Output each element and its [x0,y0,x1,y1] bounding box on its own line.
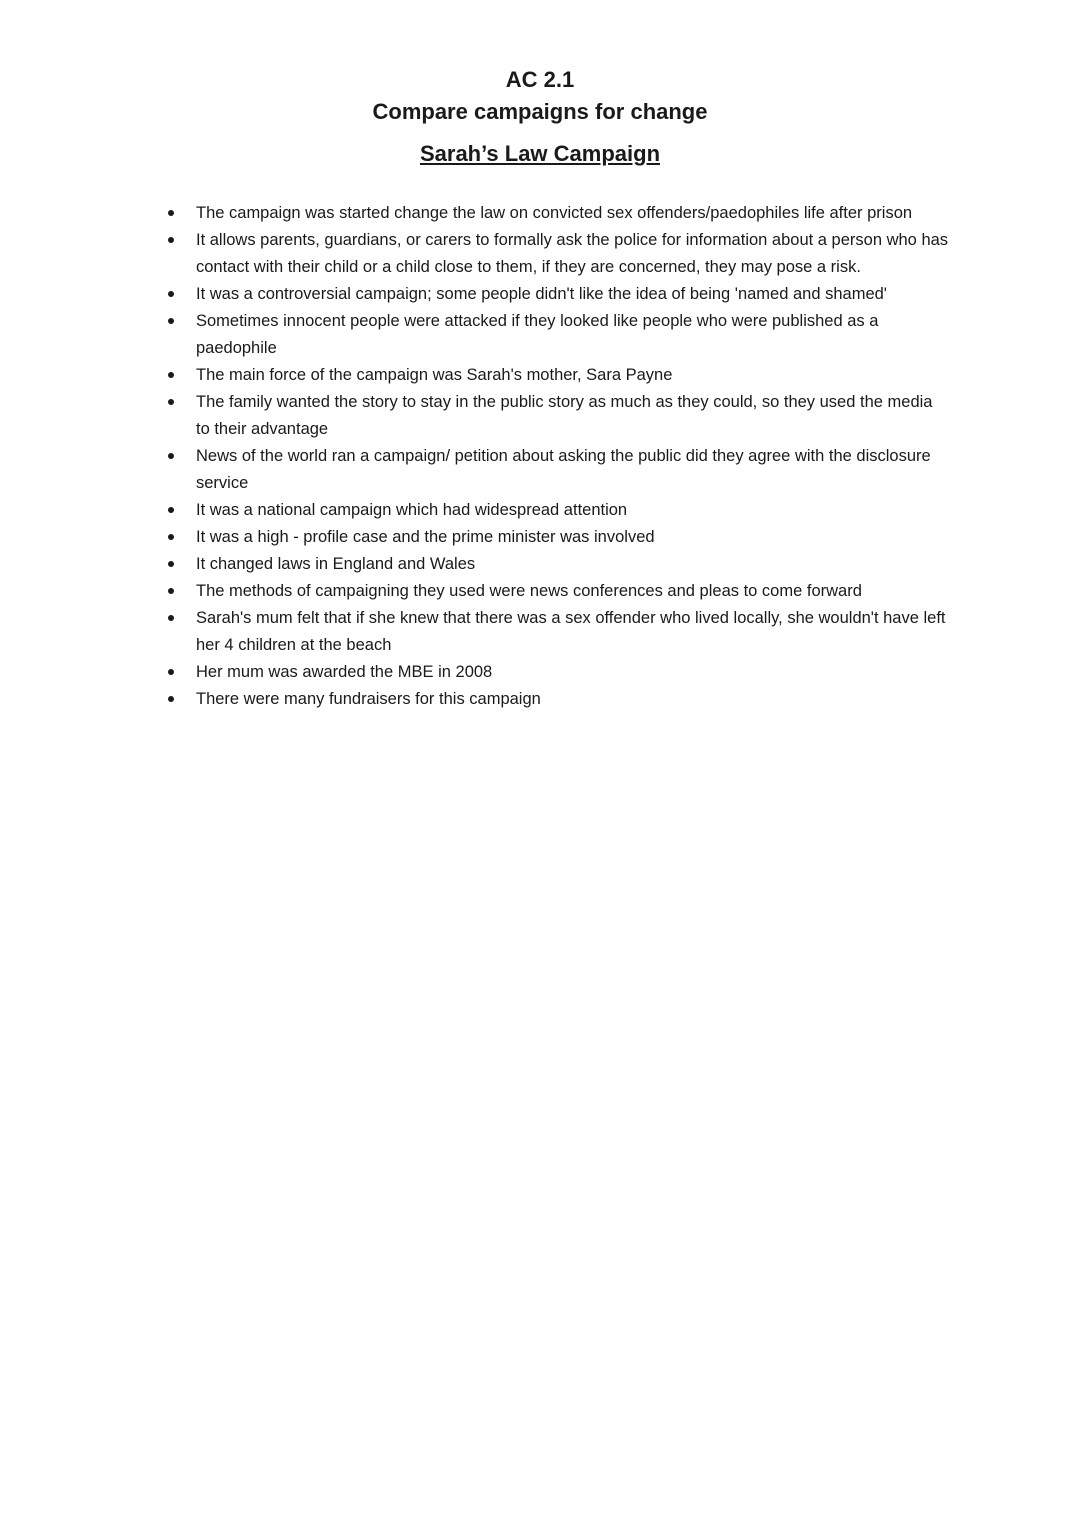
bullet-icon [168,291,174,297]
bullet-icon [168,210,174,216]
list-item-text: It was a high - profile case and the prime minister was involved [196,527,655,546]
list-item [160,362,950,389]
bullet-icon [168,453,174,459]
bullet-icon [168,669,174,675]
list-item-text: The family wanted the story to stay in the public story as much as they could, so they used the media to their advantage [196,393,933,438]
list-item [160,389,950,442]
list-item-text: Sometimes innocent people were attacked if they looked like people who were published as a paedophile [196,312,879,357]
bullet-icon [168,372,174,378]
list-item [160,605,950,658]
list-item-text: The methods of campaigning they used were news conferences and pleas to come forward [196,582,862,601]
list-item-text: News of the world ran a campaign/ petition about asking the public did they agree with the disclosure service [196,446,931,492]
bullet-icon [168,696,174,702]
list-item [160,686,950,713]
bullet-icon [168,399,174,405]
bullet-icon [168,534,174,540]
page-subtitle: Sarah’s Law Campaign [419,141,661,166]
list-item [160,308,950,361]
list-item [160,578,950,605]
bullet-icon [168,507,174,513]
bullet-icon [168,318,174,324]
list-item-text: The main force of the campaign was Sarah's mother, Sara Payne [196,365,673,384]
list-item [160,281,950,308]
bullet-icon [168,615,174,621]
list-item-text: It changed laws in England and Wales [196,555,476,574]
document-header [0,64,1080,170]
bullet-icon [168,561,174,567]
list-item-text: It allows parents, guardians, or carers to formally ask the police for information about a person who has contact with their child or a child close to them, if they are concerned, they may pose a risk. [196,231,949,276]
bullet-icon [168,237,174,243]
bullet-icon [168,588,174,594]
list-item [160,659,950,686]
list-item [160,200,950,227]
list-item-text: It was a controversial campaign; some people didn't like the idea of being 'named and shamed' [196,284,887,303]
list-item [160,524,950,551]
list-item-text: Her mum was awarded the MBE in 2008 [196,663,493,682]
list-item-text: The campaign was started change the law on convicted sex offenders/paedophiles life after prison [196,204,913,222]
list-item [160,497,950,524]
list-item-text: Sarah's mum felt that if she knew that there was a sex offender who lived locally, she wouldn't have left her 4 children at the beach [196,609,946,655]
list-item-text: It was a national campaign which had widespread attention [196,500,628,519]
assessment-code: AC 2.1 [505,67,575,92]
list-item [160,551,950,578]
list-item [160,227,950,280]
page-title: Compare campaigns for change [372,99,708,124]
list-item [160,443,950,496]
list-item-text: There were many fundraisers for this campaign [196,690,541,709]
bullet-list [160,200,950,714]
